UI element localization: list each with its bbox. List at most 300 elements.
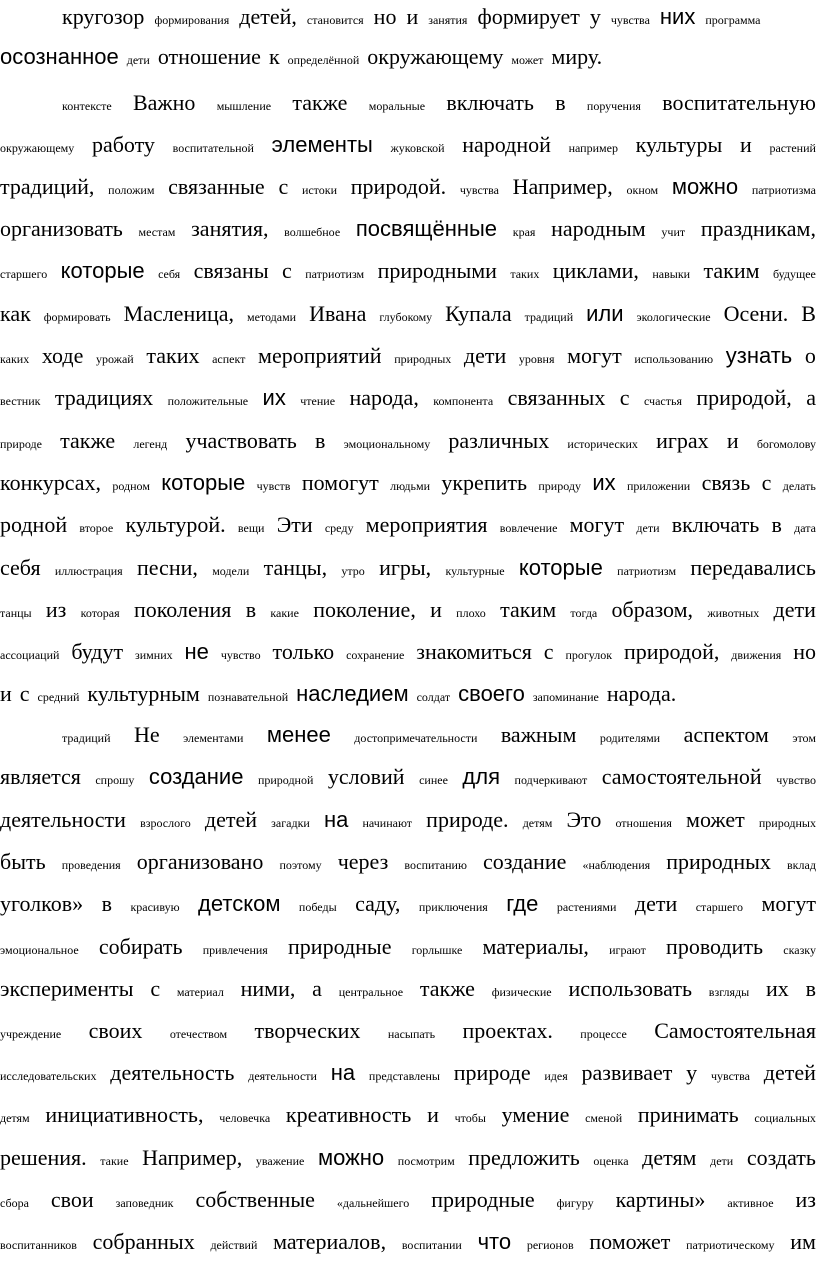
small-word: оценка [593,1154,629,1168]
small-word: элементами [183,731,244,745]
word: и [406,4,419,29]
word: природные [431,1187,535,1212]
small-word: воспитанников [0,1238,77,1252]
word: участвовать [185,428,297,453]
small-word: волшебное [284,225,341,239]
text-line [0,341,816,371]
small-word: вещи [237,521,265,535]
word: и [740,132,752,157]
word: о [804,343,816,368]
word: культуры [635,132,723,157]
small-word: природных [758,816,816,830]
small-word: детям [0,1111,30,1125]
text-line [0,510,816,540]
word: свои [50,1187,94,1212]
small-word: отношения [615,816,672,830]
word: можно [671,174,739,199]
word: их [262,385,286,410]
word: творческих [254,1018,361,1043]
small-word: положительные [167,394,249,408]
word: менее [266,722,331,747]
small-word: края [512,225,536,239]
word: в [245,597,257,622]
small-word: мышление [216,99,272,113]
word: и [0,681,12,706]
word: игры, [379,555,432,580]
word: народа. [606,681,677,706]
small-word: воспитании [401,1238,462,1252]
small-word: сменой [585,1111,623,1125]
word: принимать [637,1102,739,1127]
small-word: компонента [433,394,494,408]
word: Эти [276,512,313,537]
word: а [806,385,816,410]
small-word: «наблюдения [582,858,651,872]
text-line [0,1227,816,1257]
small-word: начинают [362,816,413,830]
small-word: будущее [772,267,816,281]
word: деятельность [110,1060,235,1085]
small-word: плохо [456,606,486,620]
word: и [430,597,442,622]
small-word: иллюстрация [54,564,123,578]
small-word: культурные [445,564,505,578]
word: различных [448,428,550,453]
word: Самостоятельная [654,1018,816,1043]
small-word: растений [769,141,816,155]
word: Это [566,807,602,832]
word: материалов, [273,1229,387,1254]
word: народной [462,132,551,157]
text-line [0,974,816,1004]
small-word: например [568,141,618,155]
word: но [373,4,397,29]
word: включать [446,90,534,115]
small-word: учит [661,225,686,239]
word: включать [671,512,760,537]
small-word: такие [100,1154,129,1168]
text-line [0,214,816,244]
word: Купала [445,301,512,326]
small-word: детям [522,816,553,830]
word: Масленица, [123,301,235,326]
text-line [0,762,816,792]
small-word: дети [636,521,660,535]
small-word: глубокому [379,310,433,324]
small-word: животных [707,606,760,620]
word: организовано [136,849,264,874]
word: креативность [285,1102,412,1127]
text-line [0,1100,816,1130]
word: могут [567,343,622,368]
small-word: родном [112,479,150,493]
word: может [686,807,745,832]
small-word: проведения [61,858,121,872]
word: деятельности [0,807,126,832]
word: детей [204,807,258,832]
small-word: чтобы [454,1111,486,1125]
text-line [0,1185,816,1215]
small-word: зимних [135,648,173,662]
word: традициях [54,385,154,410]
small-word: утро [341,564,365,578]
word: в [101,891,112,916]
word: воспитательную [662,90,816,115]
word: использовать [568,976,692,1001]
small-word: какие [270,606,299,620]
text-line [0,299,816,329]
text-line [0,679,816,709]
word: будут [71,639,124,664]
word: формирует [477,4,580,29]
word: природе [453,1060,531,1085]
word: связанные [168,174,265,199]
small-word: воспитанию [404,858,467,872]
word: играх [656,428,709,453]
word: с [150,976,161,1001]
word: важным [500,722,577,747]
word: аспектом [683,722,769,747]
small-word: делать [782,479,816,493]
word: конкурсах, [0,470,102,495]
small-word: программа [705,13,761,27]
word: элементы [271,132,373,157]
word: циклами, [552,258,639,283]
word: им [790,1229,816,1254]
word: собирать [98,934,183,959]
small-word: сбора [0,1196,29,1210]
small-word: эмоциональное [0,943,79,957]
small-word: патриотизм [305,267,365,281]
text-line [0,1016,816,1046]
word: связаны [193,258,269,283]
word: детям [642,1145,697,1170]
small-word: регионов [526,1238,574,1252]
small-word: посмотрим [397,1154,455,1168]
text-line [0,720,816,750]
small-word: чувств [256,479,291,493]
word: предложить [468,1145,580,1170]
small-word: среду [324,521,354,535]
small-word: приключения [418,900,488,914]
small-word: «дальнейшего [336,1196,410,1210]
word: природой, [696,385,792,410]
word: природными [377,258,497,283]
small-word: деятельности [248,1069,317,1083]
word: укрепить [441,470,528,495]
word: решения. [0,1145,87,1170]
word: и [726,428,739,453]
small-word: таких [510,267,540,281]
word: с [543,639,554,664]
small-word: аспект [212,352,246,366]
small-word: победы [298,900,337,914]
word: с [282,258,292,283]
small-word: модели [212,564,250,578]
small-word: окном [626,183,659,197]
small-word: представлены [368,1069,440,1083]
word: осознанное [0,44,119,69]
small-word: физические [491,985,552,999]
small-word: дети [710,1154,734,1168]
word: у [686,1060,698,1085]
text-line [0,847,816,877]
word: Не [133,722,160,747]
word: картины» [615,1187,706,1212]
small-word: запоминание [532,690,599,704]
small-word: подчеркивают [514,773,588,787]
small-word: достопримечательности [354,731,478,745]
word: условий [327,764,405,789]
small-word: занятия [428,13,468,27]
word: в [771,512,782,537]
small-word: ассоциаций [0,648,60,662]
word: работу [91,132,155,157]
text-line [0,2,816,32]
word: культурным [87,681,200,706]
word: является [0,764,81,789]
small-word: природе [0,437,42,451]
small-word: природу [538,479,581,493]
word: связь [701,470,751,495]
small-word: прогулок [565,648,613,662]
word: танцы, [263,555,328,580]
word: могут [761,891,816,916]
small-word: окружающему [0,141,75,155]
word: через [337,849,389,874]
word: посвящённые [355,216,498,241]
word: быть [0,849,46,874]
small-word: тогда [570,606,598,620]
word: народным [551,216,646,241]
small-word: материал [176,985,224,999]
word: наследием [296,681,409,706]
word: своего [458,681,525,706]
word: как [0,301,31,326]
word: создание [148,764,244,789]
text-line [0,1058,816,1088]
word: которые [60,258,145,283]
small-word: положим [108,183,155,197]
small-word: чувства [459,183,499,197]
word: природных [666,849,771,874]
text-line [0,553,816,583]
small-word: использованию [634,352,714,366]
small-word: приложении [626,479,691,493]
word: проектах. [462,1018,553,1043]
small-word: дети [126,53,150,67]
small-word: вовлечение [499,521,558,535]
word: связанных [507,385,606,410]
word: таким [703,258,760,283]
word: что [477,1229,512,1254]
small-word: чувство [776,773,816,787]
word: себя [0,555,41,580]
word: детей [763,1060,816,1085]
small-word: чтение [300,394,336,408]
small-word: загадки [271,816,310,830]
small-word: патриотическому [686,1238,775,1252]
small-word: дата [794,521,816,535]
small-word: истоки [301,183,338,197]
word: них [659,4,696,29]
text-line [0,172,816,202]
small-word: поэтому [279,858,322,872]
small-word: родителями [599,731,661,745]
word: создать [746,1145,816,1170]
word: которые [518,555,603,580]
text-line [0,805,816,835]
small-word: вестник [0,394,41,408]
word: окружающему [367,44,504,69]
small-word: этом [792,731,816,745]
word: уголков» [0,891,84,916]
small-word: уважение [255,1154,305,1168]
word: а [312,976,322,1001]
small-word: старшего [695,900,743,914]
word: также [292,90,348,115]
small-word: становится [306,13,364,27]
small-word: чувства [610,13,650,27]
text-line [0,468,816,498]
small-word: взрослого [140,816,191,830]
small-word: которая [80,606,120,620]
word: ними, [240,976,296,1001]
word: образом, [611,597,694,622]
word: собранных [92,1229,195,1254]
word: Осени. [723,301,789,326]
small-word: воспитательной [172,141,254,155]
word: в [315,428,326,453]
word: также [60,428,116,453]
word: народа, [349,385,419,410]
small-word: человечка [219,1111,271,1125]
word: дети [634,891,678,916]
word: с [761,470,772,495]
small-word: сказку [783,943,816,957]
word: передавались [690,555,816,580]
small-word: солдат [416,690,451,704]
small-word: людьми [390,479,431,493]
word: отношение [157,44,261,69]
small-word: исследовательских [0,1069,97,1083]
small-word: счастья [643,394,682,408]
word: помогут [301,470,379,495]
small-word: отечеством [169,1027,228,1041]
word: детском [198,891,281,916]
small-word: контексте [62,99,112,113]
small-word: познавательной [207,690,289,704]
word: только [272,639,335,664]
small-word: эмоциональному [343,437,431,451]
word: на [323,807,349,832]
small-word: старшего [0,267,48,281]
small-word: традиций [62,731,111,745]
text-line [0,130,816,160]
small-word: активное [727,1196,774,1210]
small-word: исторических [567,437,638,451]
word: природные [288,934,392,959]
word: поможет [589,1229,671,1254]
small-word: красивую [130,900,180,914]
small-word: патриотизма [751,183,816,197]
text-line [0,426,816,456]
small-word: формирования [154,13,230,27]
small-word: чувство [220,648,261,662]
word: но [793,639,816,664]
word: самостоятельной [601,764,762,789]
small-word: спрошу [95,773,135,787]
word: с [19,681,30,706]
word: где [506,891,539,916]
small-word: экологические [636,310,711,324]
word: Например, [142,1145,243,1170]
word: песни, [136,555,198,580]
word: не [184,639,209,664]
small-word: навыки [652,267,691,281]
word: традиций, [0,174,95,199]
word: для [462,764,501,789]
word: умение [501,1102,570,1127]
word: могут [569,512,625,537]
text-line [0,595,816,625]
small-word: учреждение [0,1027,62,1041]
small-word: растениями [556,900,617,914]
word: их [592,470,616,495]
word: из [45,597,67,622]
word: занятия, [191,216,269,241]
word: кругозор [62,4,145,29]
small-word: чувства [710,1069,750,1083]
text-line [0,88,816,118]
small-word: насыпать [387,1027,436,1041]
word: и [427,1102,439,1127]
word: саду, [355,891,401,916]
word: поколения [133,597,232,622]
word: также [419,976,475,1001]
word: Важно [132,90,196,115]
small-word: уровня [518,352,555,366]
word: к [268,44,280,69]
small-word: играют [609,943,646,957]
word: организовать [0,216,123,241]
small-word: привлечения [202,943,268,957]
small-word: себя [158,267,181,281]
small-word: средний [37,690,80,704]
word: создание [483,849,567,874]
word: знакомиться [416,639,532,664]
text-line [0,256,816,286]
word: которые [161,470,246,495]
word: можно [317,1145,385,1170]
word: природе. [426,807,509,832]
small-word: может [511,53,544,67]
small-word: местам [138,225,176,239]
small-word: поручения [586,99,641,113]
small-word: второе [79,521,114,535]
word: развивает [581,1060,673,1085]
word: В [801,301,816,326]
small-word: природной [257,773,314,787]
word: мероприятия [365,512,488,537]
word: у [589,4,601,29]
word: ходе [41,343,84,368]
small-word: урожай [95,352,134,366]
small-word: жуковской [390,141,445,155]
word: таким [500,597,557,622]
word: мероприятий [258,343,382,368]
small-word: определённой [287,53,360,67]
